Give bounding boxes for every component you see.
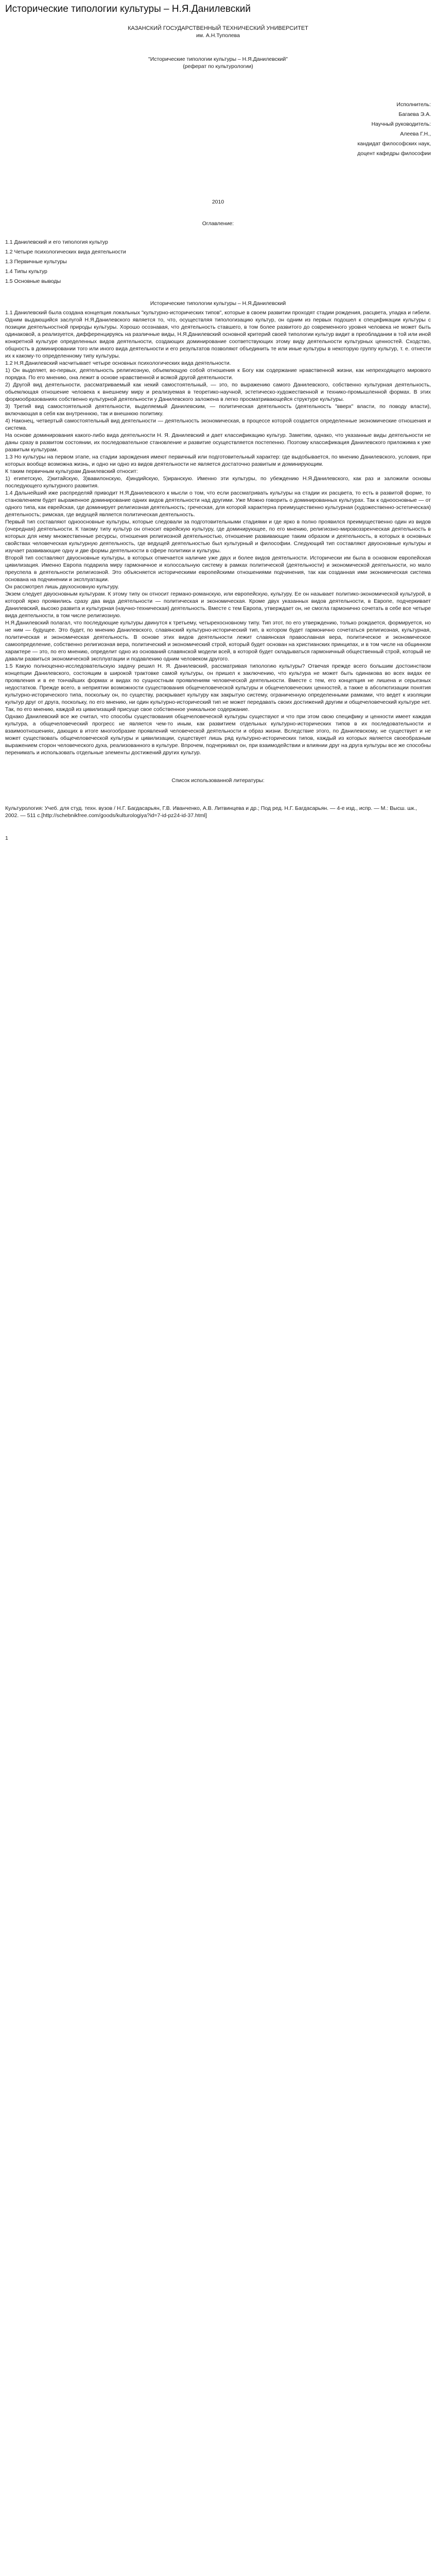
body-paragraph: На основе доминирования какого-либо вида деятельности Н. Я. Данилевский и дает классификацию культур. Заметим, однако, что указанные виды деятельности не даны сразу в развитом состоянии, их последовательное становление и развитие осуществляется постепенно. Поэтому классификация Данилевского приложима к уже развитым культурам.: [5, 432, 431, 453]
body-paragraph: 1.4 Дальнейший иже распределяй приводит Н.Я.Данилевского к мысли о том, что если рассматривать культуры на стадии их расцвета, то есть в развитой форме, то становлением будет выраженное доминирование одних видов деятельности над другими. Уже Можно говорить о доминированных культурах. Так к одноосновные — от одного типа, как еврейская, где доминирует религиозная деятельность; греческая, для которой характерна преимущественно культурная (художественно-эстетическая) деятельность; римская, где ведущей является политическая деятельность.: [5, 490, 431, 518]
body-paragraph: Н.Я.Данилевский полагал, что последующие культуры двинутся к третьему, четырехосновному типу. Тип этот, по его утверждению, только рождается, формируется, но не ним — будущее. Это будет, по мнению Данилевского, славянский культурно-исторический тип, в котором будет гармонично сочетаться религиозная, культурная, политическая и экономическая деятельность. В основе этих видов деятельности лежит славянская православная вера, политическое и экономическое самоопределение, собственно религиозная вера, политический и экономический строй, который будет основан на христианских принципах, и в том числе на общинном характере — это, по его мнению, определит одно из оснований славянской модели всей, в которой будет складываться гармоничный общественный строй, который не давали развиться экономической эксплуатации и подавлению одним человеком другого.: [5, 620, 431, 662]
toc-item: 1.4 Типы культур: [5, 268, 47, 275]
body-section: [5, 300, 431, 756]
toc-heading: Оглавление:: [202, 221, 234, 227]
body-paragraph: 1) Он выделяет, во-первых, деятельность религиозную, объемлющую собой отношения к Богу как содержание нравственной жизни, как непреходящего мирового порядка. По его мнению, она лежит в основе нравственной и всякой другой деятельности.: [5, 367, 431, 381]
executor-name: Багаева Э.А.: [398, 111, 431, 117]
university-named-after: им. А.Н.Туполева: [196, 32, 240, 39]
work-type: (реферат по культурологии): [183, 63, 253, 70]
toc-item: 1.5 Основные выводы: [5, 278, 61, 284]
body-paragraph: Экзем следует двуосновным культурам. К этому типу он относит германо-романскую, или европейскую, культуру. Ее он называет политико-экономической культурой, в которой ярко проявились сразу два вида деятельности — политическая и экономическая. Кроме двух указанных видов деятельности, в Европе, подчеркивает Данилевский, высоко развита и культурная (научно-техническая) деятельность. Вместе с тем Европа, утверждает он, не смогла гармонично сочетать в себе все четыре вида деятельности, в том числе религиозную.: [5, 591, 431, 619]
references-heading: Список использованной литературы:: [171, 777, 265, 784]
toc-item: 1.3 Первичные культуры: [5, 259, 67, 265]
body-paragraph: 1.2 Н.Я.Данилевский насчитывает четыре основных психологических вида деятельности.: [5, 360, 231, 366]
supervisor-label: Научный руководитель:: [371, 121, 431, 127]
body-paragraph: 1.5 Какую полноценно-исследовательскую задачу решил Н. Я. Данилевский, рассматривая типологию культуры? Отвечая прежде всего большим достоинством концепции Данилевского, состоящим в широкой трактовке самой культуры, он пришел к заключению, что культура не может быть одинакова во всех видах ее проявления и в ее тончайших формах и видах по сущностным проявлениям человеческой деятельности. Вместе с тем, его концепция не лишена и серьезных недостатков. Прежде всего, в неприятии возможности существования общечеловеческой культуры и общечеловеческих ценностей, а также в абсолютизации понятия культурно-исторического типа, поскольку он, по существу, раскрывает культуру как закрытую систему, ограниченную определенными рамками, что ведет к изоляции культур друг от друга, поскольку, по его мнению, ни один культурно-исторический тип не может передавать своих достижений другим и общечеловеческий культуре нет. Так, по его мнению, каждой из цивилизаций присуще свое собственное уникальное содержание.: [5, 663, 431, 713]
body-paragraph: Он рассмотрел лишь двухосновную культуру.: [5, 584, 119, 590]
toc-item: 1.1 Данилевский и его типология культур: [5, 239, 108, 245]
body-paragraph: 1) египетскую, 2)китайскую, 3)вавилонскую, 4)индийскую, 5)иранскую. Именно эти культуры, по убеждению Н.Я.Данилевского, как раз и заложили основы последующего культурного развития.: [5, 476, 431, 489]
supervisor-degree: кандидат философских наук,: [357, 141, 431, 147]
body-paragraph: 1.3 Но культуры на первом этапе, на стадии зарождения имеют первичный или подготовительный характер: где выдобывается, по мнению Данилевского, условия, при которых вообще возможна жизнь, и одно ни одно из видов деятельности не является достаточно развитым и доминирующим.: [5, 454, 431, 467]
year: 2010: [212, 198, 224, 205]
executor-label: Исполнитель:: [396, 101, 431, 108]
work-title: "Исторические типологии культуры – Н.Я.Данилевский": [148, 56, 288, 62]
body-paragraph: Однако Данилевский все же считал, что способы существования общечеловеческой культуры существуют и что при этом свою специфику и ценности имеет каждая культура, а общечеловеческий прогресс не является чем-то иным, как развитием отдельных культурно-исторических типов в их последовательности и взаимоотношениях, дающих в итоге многообразие проявлений человеческой деятельности и образ жизни. Вследствие этого, по Данилевскому, не существует и не может существовать общечеловеческой культуры и цивилизации, существует лишь ряд культурно-исторических типов, каждый из которых является своеобразным выражением сторон человеческого духа, реализованного в культуре. Впрочем, подчеркивал он, при взаимодействии и влиянии друг на друга культуры все же способны перенимать и использовать отдельные элементы достижений других культур.: [5, 714, 431, 756]
body-paragraph: Первый тип составляют одноосновные культуры, которые следовали за подготовительными стадиями и где ярко в полно проявился преимущественно один из видов (очередная) деятельности. К такому типу культур он относит еврейскую культуру, где доминирующее, по его мнению, религиозно-мировоззренческая деятельность в которых для нему множественные ресурсы, отношения религиозной деятельностью, отношение развивающие таким образом и деятельность, в которых в основных свойствах человеческая культурную деятельность, где ведущей деятельностью был культурный и философии. Следующий тип составляют двуосновные культуры и изучает развивающие одну и две формы деятельности в сфере политики и культуры.: [5, 519, 431, 554]
body-paragraph: К таким первичным культурам Данилевский относит:: [5, 468, 138, 474]
supervisor-position: доцент кафедры философии: [357, 150, 431, 157]
body-paragraph: Второй тип составляют двуосновные культуры, в которых отмечается наличие уже двух и более видов деятельности. Исторически им была в основном европейская цивилизация. Именно Европа подарила миру гармоничное и колоссальную систему в рамках политической (деятельности) и экономической деятельности, но мало преуспела в деятельности религиозной. Это объясняется историческими европейскими отношениями подчинения, так как созданная ими экономическая система основана на подчинении и эксплуатации.: [5, 555, 431, 583]
toc-item: 1.2 Четыре психологических вида деятельности: [5, 249, 126, 255]
page-number: 1: [5, 835, 8, 841]
table-of-contents: [5, 239, 431, 285]
document-title: Исторические типологии культуры – Н.Я.Данилевский: [5, 4, 251, 14]
body-paragraph: 3) Третий вид самостоятельной деятельности, выделяемый Данилевским, — политическая деятельность (деятельность "вверх" власти, по поводу власти), включающая в себя как внутреннюю, так и внешнюю политику.: [5, 403, 431, 417]
university-name: КАЗАНСКИЙ ГОСУДАРСТВЕННЫЙ ТЕХНИЧЕСКИЙ УНИВЕРСИТЕТ: [128, 25, 308, 31]
title-page-header: [5, 25, 431, 70]
body-paragraph: 1.1 Данилевский была создана концепция локальных "культурно-исторических типов", которые в своем развитии проходят стадии рождения, расцвета, упадка и гибели. Одним выдающийся заслугой Н.Я.Данилевского является то, что, осуществляя типологизацию культур, он одним из первых подошел к спецификации культуры с позиции деятельностной природы культуры. Хорошо осознавая, что деятельность ставшего, в том более развитого до современного уровня человека не может быть одинаковой, а реализуется, дифференцируясь на различные виды, Н.Я.Данилевский основной критерий своей типологии культур видит в преобладании в той или иной конкретной культуре определенных видов деятельности, создающих доминирование соответствующих этому виду деятельности культурных ценностей. Сходство, общность в доминировании того или иного вида деятельности и его результатов позволяют объединить те или иные культуры в некоторую группу культур, т. е. отнести их к какому-то определенному типу культуры.: [5, 310, 431, 359]
document-page: [0, 0, 436, 860]
body-paragraph: 2) Другой вид деятельности, рассматриваемый как некий самостоятельный, — это, по выражению самого Данилевского, собственно культурная деятельность, обьемлющая отношение человека к внешнему миру и реализуемая в теоретико-научной, эстетическо-художественной и технико-промышленной формах. В этих формообразованиях собственно культурной деятельности у Данилевского заложена в легко просматривающейся структуре культуры.: [5, 382, 431, 402]
authors-block: [5, 101, 431, 157]
reference-item: Культурология: Учеб. для студ. техн. вузов / Н.Г. Багдасарьян, Г.В. Иванченко, А.В. Литвинцева и др.; Под ред. Н.Г. Багдасарьян. — 4-е изд., испр. — М.: Высш. шк., 2002. — 511 с.[http://schebnikfree.com/goods/kulturologiya?id=7-id-pz24-id-37.html]: [5, 805, 417, 819]
body-paragraph: 4) Наконец, четвертый самостоятельный вид деятельности — деятельность экономическая, в процессе которой создается определенные экономические отношения и система.: [5, 418, 431, 431]
body-heading: Исторические типологии культуры – Н.Я.Данилевский: [150, 300, 286, 307]
supervisor-name: Алеева Г.Н.,: [400, 131, 431, 137]
